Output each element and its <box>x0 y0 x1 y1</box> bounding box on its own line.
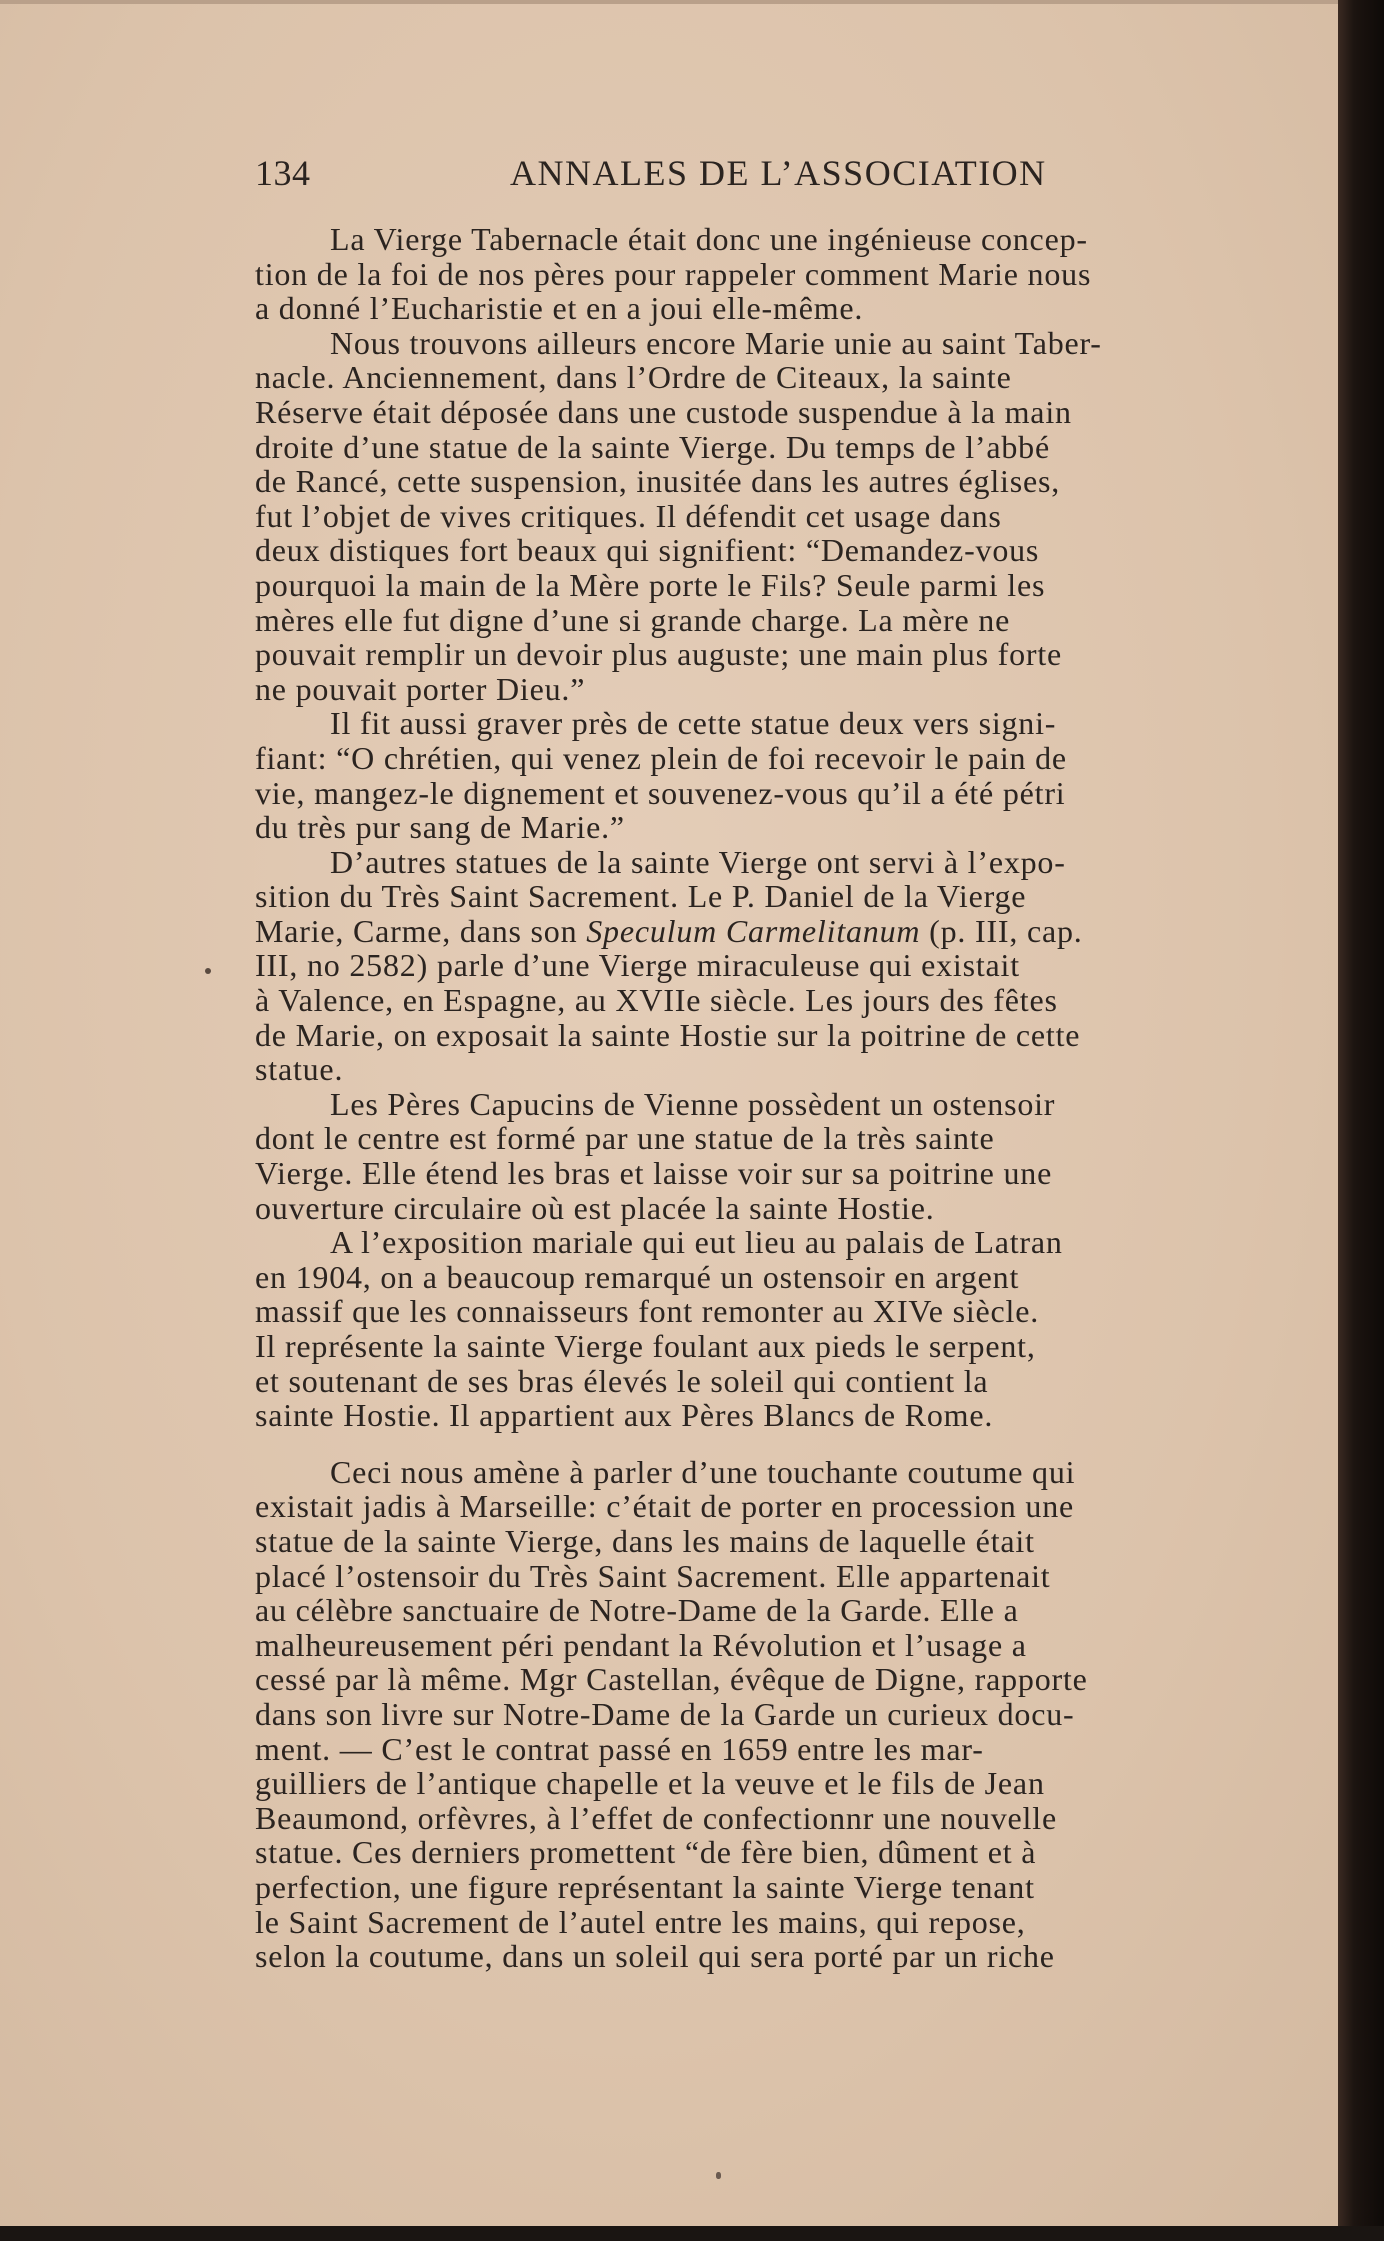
text-line: malheureusement péri pendant la Révolution et l’usage a <box>255 1626 1027 1663</box>
paragraph <box>255 1087 1327 1225</box>
text-line: D’autres statues de la sainte Vierge ont servi à l’expo- <box>330 843 1066 880</box>
text-line: Nous trouvons ailleurs encore Marie unie au saint Taber- <box>330 324 1102 361</box>
text-line: dans son livre sur Notre-Dame de la Garde un curieux docu- <box>255 1695 1075 1732</box>
text-line: ment. — C’est le contrat passé en 1659 entre les mar- <box>255 1730 984 1767</box>
text-line: a donné l’Eucharistie et en a joui elle-même. <box>255 290 864 327</box>
text-line: en 1904, on a beaucoup remarqué un ostensoir en argent <box>255 1258 1020 1295</box>
text-line: sition du Très Saint Sacrement. Le P. Daniel de la Vierge <box>255 878 1027 915</box>
page-header <box>255 152 1075 198</box>
paragraph <box>255 1225 1327 1433</box>
text-line: cessé par là même. Mgr Castellan, évêque de Digne, rapporte <box>255 1661 1088 1698</box>
text-line: statue de la sainte Vierge, dans les mains de laquelle était <box>255 1522 1035 1559</box>
text-line: mères elle fut digne d’une si grande charge. La mère ne <box>255 601 1011 638</box>
text-line: deux distiques fort beaux qui signifient: “Demandez-vous <box>255 532 1040 569</box>
text-line: nacle. Anciennement, dans l’Ordre de Citeaux, la sainte <box>255 359 1012 396</box>
text-line: pourquoi la main de la Mère porte le Fils? Seule parmi les <box>255 566 1046 603</box>
paragraph <box>255 222 1327 326</box>
text-line: et soutenant de ses bras élevés le soleil qui contient la <box>255 1362 989 1399</box>
text-line: selon la coutume, dans un soleil qui sera porté par un riche <box>255 1938 1055 1975</box>
running-title: ANNALES DE L’ASSOCIATION <box>510 153 1047 193</box>
text-line: ne pouvait porter Dieu.” <box>255 670 586 707</box>
paragraph-gap <box>255 1433 1327 1455</box>
text-line: existait jadis à Marseille: c’était de porter en procession une <box>255 1488 1075 1525</box>
text-fragment: (p. III, cap. <box>920 912 1083 949</box>
text-line: ouverture circulaire où est placée la sainte Hostie. <box>255 1189 935 1226</box>
bottom-mark <box>716 2172 721 2179</box>
text-line: du très pur sang de Marie.” <box>255 809 625 846</box>
text-line: guilliers de l’antique chapelle et la veuve et le fils de Jean <box>255 1765 1045 1802</box>
text-line: Ceci nous amène à parler d’une touchante coutume qui <box>330 1453 1076 1490</box>
text-line: placé l’ostensoir du Très Saint Sacrement. Elle appartenait <box>255 1557 1051 1594</box>
paragraph <box>255 1455 1327 1974</box>
text-line: Il représente la sainte Vierge foulant aux pieds le serpent, <box>255 1328 1036 1364</box>
bottom-band <box>0 2226 1384 2241</box>
text-line: fiant: “O chrétien, qui venez plein de foi recevoir le pain de <box>255 739 1067 776</box>
text-line: tion de la foi de nos pères pour rappeler comment Marie nous <box>255 255 1092 292</box>
text-line: le Saint Sacrement de l’autel entre les mains, qui repose, <box>255 1903 1026 1940</box>
text-line <box>255 914 1327 949</box>
text-line: droite d’une statue de la sainte Vierge. Du temps de l’abbé <box>255 428 1050 465</box>
paragraph <box>255 326 1327 707</box>
text-line: de Marie, on exposait la sainte Hostie sur la poitrine de cette <box>255 1016 1081 1053</box>
text-line: dont le centre est formé par une statue de la très sainte <box>255 1120 995 1157</box>
text-line: statue. <box>255 1051 344 1088</box>
text-line: pouvait remplir un devoir plus auguste; une main plus forte <box>255 636 1063 673</box>
text-line: massif que les connaisseurs font remonter au XIVe siècle. <box>255 1293 1040 1330</box>
text-line: Vierge. Elle étend les bras et laisse voir sur sa poitrine une <box>255 1155 1053 1192</box>
page-edge-shadow <box>1338 0 1384 2241</box>
text-line: La Vierge Tabernacle était donc une ingénieuse concep- <box>330 221 1088 257</box>
text-line: Les Pères Capucins de Vienne possèdent un ostensoir <box>330 1085 1056 1122</box>
text-line: statue. Ces derniers promettent “de fère bien, dûment et à <box>255 1834 1037 1871</box>
text-line: au célèbre sanctuaire de Notre-Dame de la Garde. Elle a <box>255 1592 1019 1629</box>
paragraph <box>255 706 1327 844</box>
text-line: A l’exposition mariale qui eut lieu au palais de Latran <box>330 1224 1063 1261</box>
book-title: Speculum Carmelitanum <box>586 912 921 949</box>
text-line: de Rancé, cette suspension, inusitée dans les autres églises, <box>255 463 1061 500</box>
text-line: à Valence, en Espagne, au XVIIe siècle. Les jours des fêtes <box>255 982 1058 1019</box>
text-line: fut l’objet de vives critiques. Il défendit cet usage dans <box>255 497 1002 534</box>
body-text <box>255 222 1327 1974</box>
page-number: 134 <box>255 153 311 193</box>
text-line: vie, mangez-le dignement et souvenez-vous qu’il a été pétri <box>255 774 1066 811</box>
paragraph <box>255 845 1327 1087</box>
text-line: Beaumond, orfèvres, à l’effet de confectionnr une nouvelle <box>255 1799 1057 1836</box>
text-line: Réserve était déposée dans une custode suspendue à la main <box>255 393 1072 430</box>
text-fragment: Marie, Carme, dans son <box>255 912 587 949</box>
top-rule <box>0 0 1345 4</box>
margin-mark <box>205 968 211 974</box>
text-line: perfection, une figure représentant la sainte Vierge tenant <box>255 1868 1035 1905</box>
text-line: III, no 2582) parle d’une Vierge miraculeuse qui existait <box>255 947 1020 984</box>
text-line: Il fit aussi graver près de cette statue deux vers signi- <box>330 705 1057 742</box>
text-line: sainte Hostie. Il appartient aux Pères Blancs de Rome. <box>255 1397 994 1434</box>
